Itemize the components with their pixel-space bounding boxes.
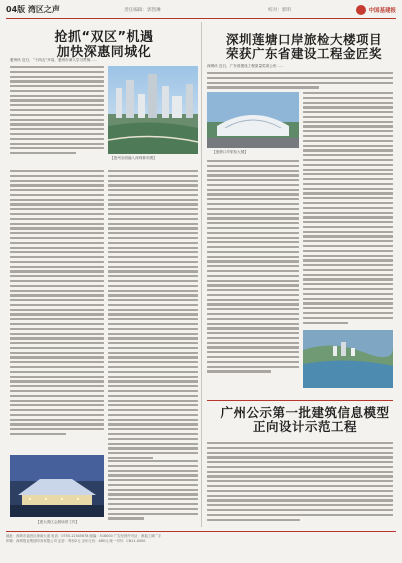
left-headline-line-1: 抢抓“双区”机遇 xyxy=(54,30,154,45)
left-bottom-caption: 【惠大湾区会展场馆工作】 xyxy=(36,520,80,524)
left-lead-paragraph xyxy=(10,66,104,157)
left-column-b xyxy=(108,170,198,462)
page-header xyxy=(6,4,396,19)
right-top-intro xyxy=(207,72,393,91)
newspaper-logo xyxy=(356,4,396,16)
right-top-headline-line-1: 深圳莲塘口岸旅检大楼项目 xyxy=(225,32,382,47)
left-main-photo xyxy=(108,66,198,154)
right-top-lead: 深圳讯 近日，广东省建设工程质量奖项公布…… xyxy=(207,64,284,68)
logo-mark-icon xyxy=(356,5,366,15)
right-bottom-headline xyxy=(219,406,391,434)
left-main-caption: 【惠州全面融入深圳都市圈】 xyxy=(110,156,157,160)
right-top-headline-line-2: 荣获广东省建设工程金匠奖 xyxy=(225,46,382,61)
proofreader-credit: 校对：郭明 xyxy=(268,8,291,13)
right-bottom-headline-line-2: 正向设计示范工程 xyxy=(252,419,357,434)
left-headline xyxy=(44,30,164,60)
left-column-c xyxy=(108,460,198,522)
right-column-a xyxy=(303,92,393,326)
left-lead-text: 惠州讯 近日，“十四五”开局，惠州市深入学习贯彻…… xyxy=(10,58,98,62)
editor-credit: 责任编辑：郭凯琳 xyxy=(124,8,161,13)
section-divider xyxy=(207,400,393,401)
page-number: 04版 湾区之声 xyxy=(6,5,60,14)
right-top-photo xyxy=(207,92,299,148)
column-divider xyxy=(201,22,202,527)
logo-text: 中国基建报 xyxy=(368,8,396,14)
right-column-b xyxy=(207,160,299,375)
left-column-a xyxy=(10,170,104,438)
right-bottom-headline-line-1: 广州公示第一批建筑信息模型 xyxy=(220,405,390,420)
right-top-caption: 【莲塘口岸旅检大楼】 xyxy=(212,150,248,154)
right-top-headline xyxy=(218,33,390,61)
right-bottom-body xyxy=(207,442,393,523)
footer-row-1: 地址：深圳市福田区深南大道 电话：0755-12345678 邮编：518000 广告经营许可证：深福工商广字 xyxy=(6,534,162,538)
page-footer xyxy=(6,531,396,544)
left-headline-line-2: 加快深惠同城化 xyxy=(56,45,152,60)
footer-row-2: 印刷：深圳报业集团印务有限公司 定价：每份2元 全年订价：480元 统一刊号：CN11-0000 xyxy=(6,539,146,543)
left-bottom-photo xyxy=(10,455,104,517)
right-middle-photo xyxy=(303,330,393,388)
